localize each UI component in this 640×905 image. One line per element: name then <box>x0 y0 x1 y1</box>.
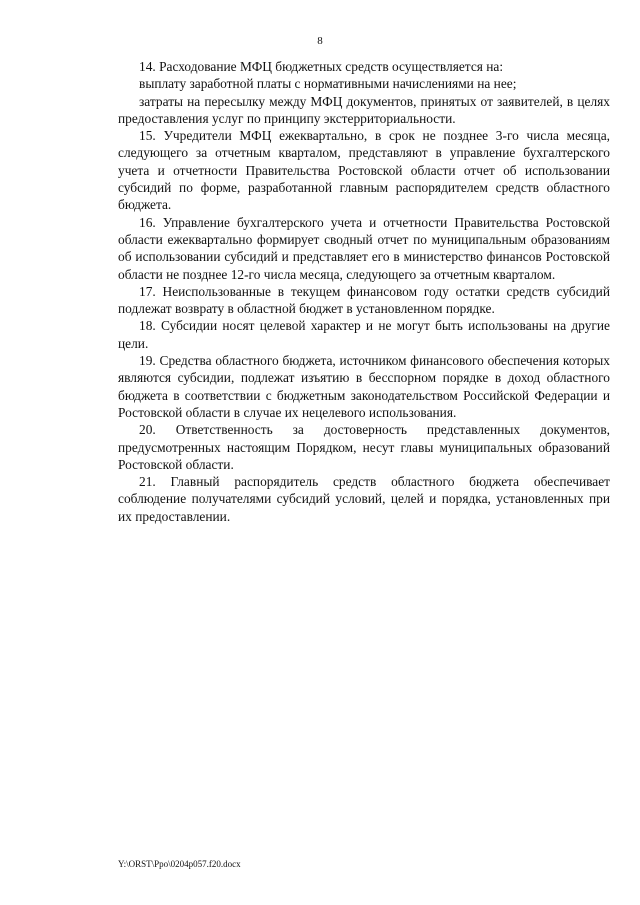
page-number: 8 <box>317 35 323 47</box>
paragraph-14: 14. Расходование МФЦ бюджетных средств осуществляется на: <box>139 59 504 74</box>
paragraph-16: 16. Управление бухгалтерского учета и отчетности Правительства Ростовской области ежеквартально формирует сводный отчет по муниципальным образованиям об использовании субсидий и представляет его в министерство финансов Ростовской области не позднее 12-го числа месяца, следующего за отчетным кварталом. <box>118 214 610 282</box>
paragraph-17: 17. Неиспользованные в текущем финансовом году остатки средств субсидий подлежат возврату в областной бюджет в установленном порядке. <box>118 283 610 317</box>
footer-file-path: Y:\ORST\Ppo\0204p057.f20.docx <box>118 859 241 869</box>
paragraph-19: 19. Средства областного бюджета, источником финансового обеспечения которых являются субсидии, подлежат изъятию в бесспорном порядке в доход областного бюджета в соответствии с бюджетным законодательством Российской Федерации и Ростовской области в случае их нецелевого использования. <box>118 353 610 420</box>
paragraph-15: 15. Учредители МФЦ ежеквартально, в срок не позднее 3-го числа месяца, следующего за отчетным кварталом, представляют в управление бухгалтерского учета и отчетности Правительства Ростовской области отчет об использовании субсидий по форме, разработанной главным распорядителем средств областного бюджета. <box>118 128 610 213</box>
paragraph-14-item-salary: выплату заработной платы с нормативными начислениями на нее; <box>139 76 517 92</box>
document-body <box>118 58 610 525</box>
paragraph-14-item-shipping: затраты на пересылку между МФЦ документов, принятых от заявителей, в целях предоставления услуг по принципу экстерриториальности. <box>118 93 610 126</box>
paragraph-18: 18. Субсидии носят целевой характер и не могут быть использованы на другие цели. <box>118 318 610 351</box>
paragraph-20: 20. Ответственность за достоверность представленных документов, предусмотренных настоящим Порядком, несут главы муниципальных образований Ростовской области. <box>118 422 610 472</box>
paragraph-21: 21. Главный распорядитель средств областного бюджета обеспечивает соблюдение получателями субсидий условий, целей и порядка, установленных при их предоставлении. <box>118 474 610 524</box>
